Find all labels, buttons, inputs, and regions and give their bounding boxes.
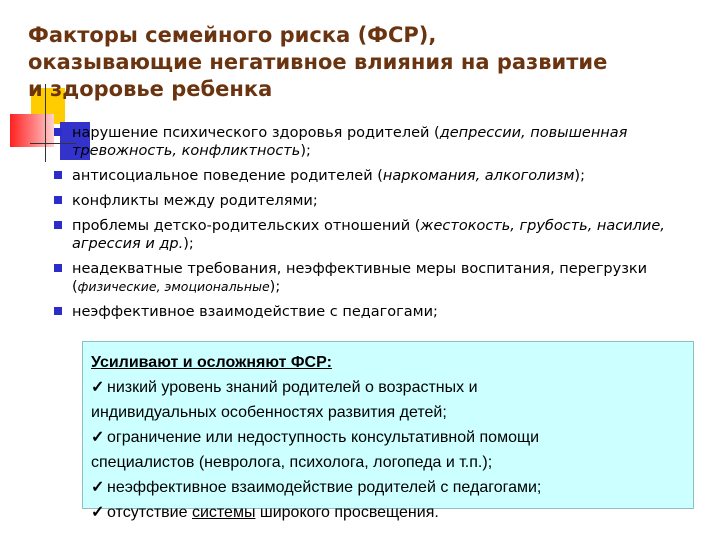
box-item-continuation: индивидуальных особенностях развития детей; [91, 404, 447, 421]
box-item: ✓ ограничение или недоступность консультативной помощи [91, 425, 683, 450]
checkmark-icon: ✓ [91, 504, 105, 521]
box-item: ✓ неэффективное взаимодействие родителей с педагогами; [91, 475, 683, 500]
system-link[interactable]: системы [191, 504, 256, 521]
checkmark-icon: ✓ [91, 429, 105, 446]
square-bullet-icon [54, 307, 62, 315]
list-item: конфликты между родителями; [52, 192, 692, 210]
checkmark-icon: ✓ [91, 379, 105, 396]
square-bullet-icon [54, 196, 62, 204]
checkmark-icon: ✓ [91, 479, 105, 496]
list-item: проблемы детско-родительских отношений (жестокость, грубость, насилие, агрессия и др.); [52, 217, 692, 253]
square-bullet-icon [54, 221, 62, 229]
list-item: нарушение психического здоровья родителей (депрессии, повышенная тревожность, конфликтность); [52, 124, 692, 160]
square-bullet-icon [54, 128, 62, 136]
aggravating-factors-box [82, 341, 694, 521]
box-item-continuation: специалистов (невролога, психолога, логопеда и т.п.); [91, 454, 493, 471]
square-bullet-icon [54, 171, 62, 179]
box-item: ✓ низкий уровень знаний родителей о возрастных и [91, 375, 683, 400]
title-line-2: оказывающие негативное влияния на развитие [28, 50, 608, 74]
list-item: неэффективное взаимодействие с педагогами; [52, 303, 692, 321]
square-bullet-icon [54, 264, 62, 272]
slide-title [28, 22, 708, 103]
risk-factor-list [52, 124, 692, 328]
list-item: антисоциальное поведение родителей (наркомания, алкоголизм); [52, 167, 692, 185]
box-title: Усиливают и осложняют ФСР: [91, 354, 332, 371]
list-item: неадекватные требования, неэффективные меры воспитания, перегрузки (физические, эмоциональные); [52, 260, 692, 296]
box-item: ✓ отсутствие системы широкого просвещения. [91, 500, 683, 525]
title-line-1: Факторы семейного риска (ФСР), [28, 23, 437, 47]
title-line-3: и здоровье ребенка [28, 77, 273, 101]
